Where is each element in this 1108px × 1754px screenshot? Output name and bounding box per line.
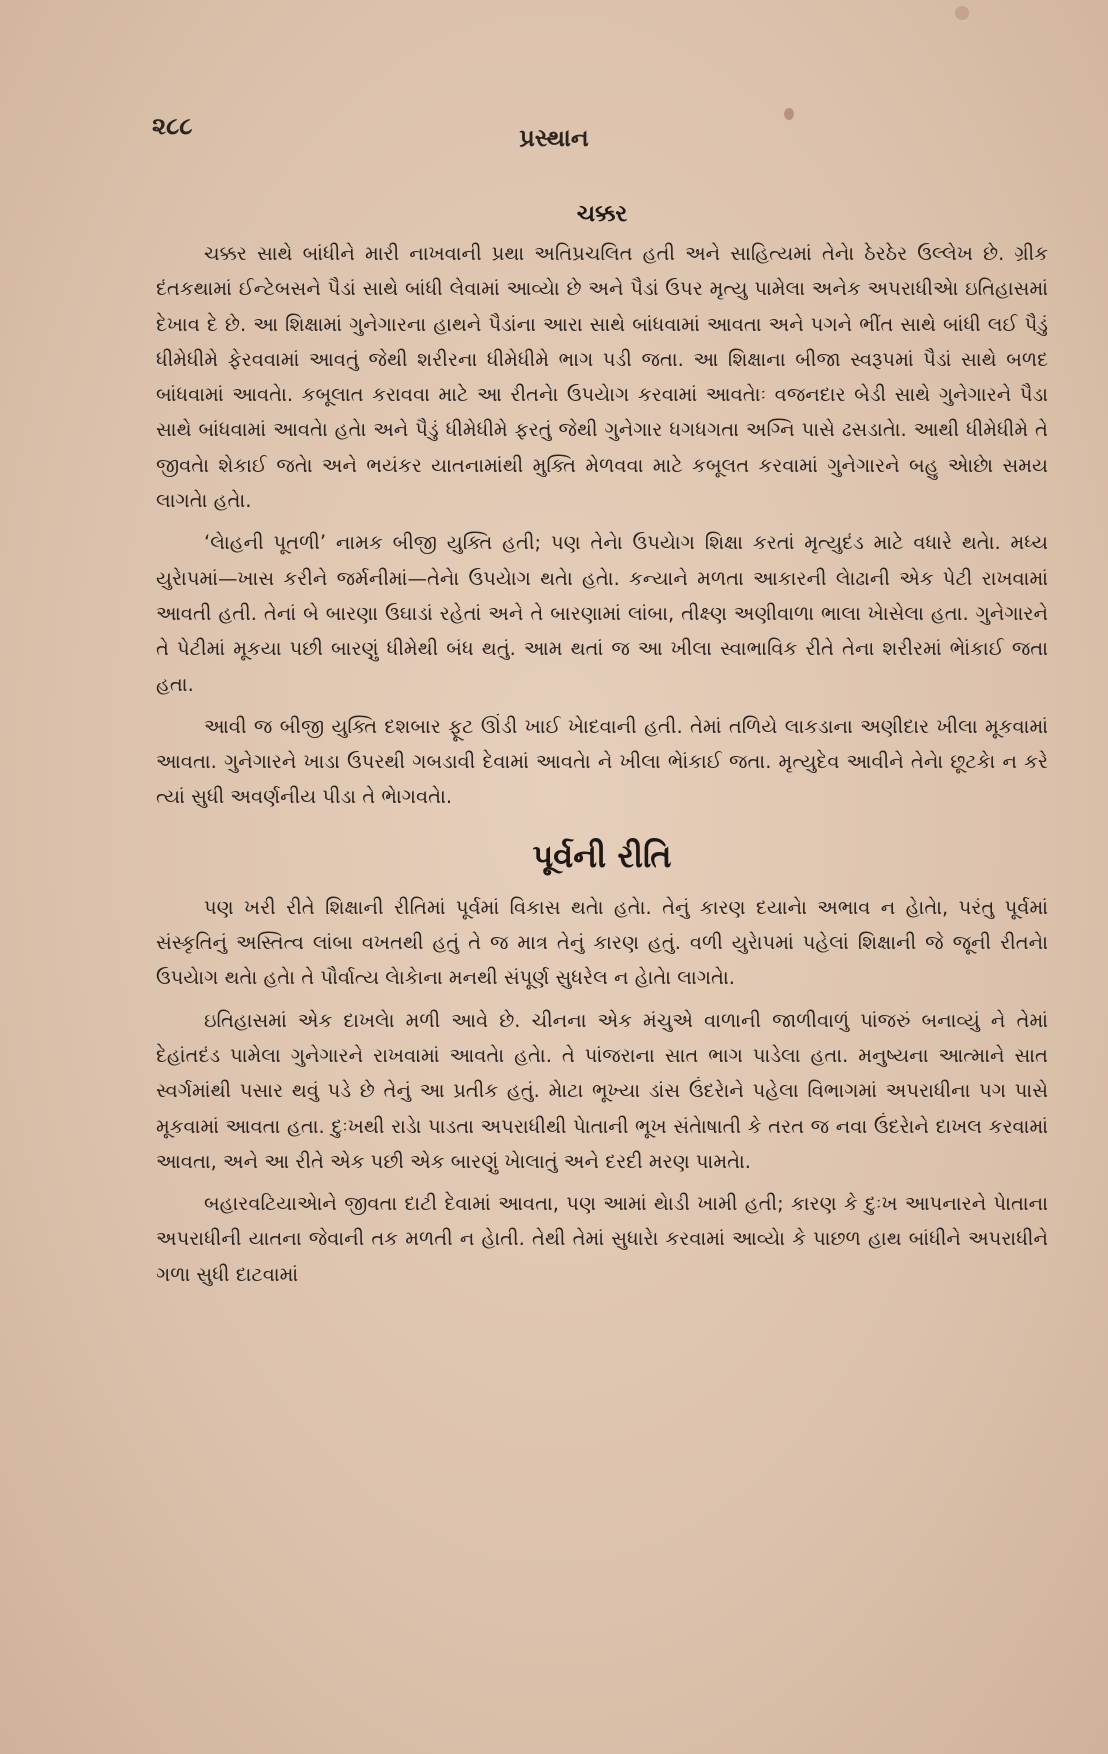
paragraph: ચક્કર સાથે બાંધીને મારી નાખવાની પ્રથા અતિપ્રચલિત હતી અને સાહિત્યમાં તેનેા ઠેરઠેર ઉલ્લેખ છે. ગ્રીક દંતકથામાં ઈન્ટેબસને પૈડાં સાથે બાંધી લેવામાં આવ્યેા છે અને પૈડાં ઉપર મૃત્યુ પામેલા અનેક અપરાધીએા ઇતિહાસમાં દેખાવ દે છે. આ શિક્ષામાં ગુનેગારના હાથને પૈડાંના આરા સાથે બાંધવામાં આવતા અને પગને ભીંત સાથે બાંધી લઈ પૈડું ધીમેધીમે ફેરવવામાં આવતું જેથી શરીરના ધીમેધીમે ભાગ પડી જતા. આ શિક્ષાના બીજા સ્વરૂપમાં પૈડાં સાથે બળદ બાંધવામાં આવતેા. કબૂલાત કરાવવા માટે આ રીતનેા ઉપયેાગ કરવામાં આવતેાઃ વજનદાર બેડી સાથે ગુનેગારને પૈડા સાથે બાંધવામાં આવતેા હતેા અને પૈડું ધીમેધીમે ફરતું જેથી ગુનેગાર ધગધગતા અગ્નિ પાસે ઢસડાતેા. આથી ધીમેધીમે તે જીવતેા શેકાઈ જતેા અને ભયંકર યાતનામાંથી મુક્તિ મેળવવા માટે કબૂલત કરવામાં ગુનેગારને બહુ એાછેા સમય લાગતેા હતેા. (156, 242, 1048, 513)
paragraph: પણ ખરી રીતે શિક્ષાની રીતિમાં પૂર્વમાં વિકાસ થતેા હતેા. તેનું કારણ દયાનેા અભાવ ન હેાતેા, પરંતુ પૂર્વમાં સંસ્કૃતિનું અસ્તિત્વ લાંબા વખતથી હતું તે જ માત્ર તેનું કારણ હતું. વળી યુરેાપમાં પહેલાં શિક્ષાની જે જૂની રીતનેા ઉપયેાગ થતેા હતેા તે પૌર્વાત્ય લેાકેાના મનથી સંપૂર્ણ સુધરેલ ન હેાતેા લાગતેા. (156, 895, 1048, 990)
paragraph: બહારવટિયાએાને જીવતા દાટી દેવામાં આવતા, પણ આમાં થેાડી ખામી હતી; કારણ કે દુઃખ આપનારને પેાતાના અપરાધીની યાતના જેવાની તક મળતી ન હેાતી. તેથી તેમાં સુધારેા કરવામાં આવ્યેા કે પાછળ હાથ બાંધીને અપરાધીને ગળા સુધી દાટવામાં (156, 1192, 1048, 1286)
page-number: ૨૮૮ (152, 112, 193, 140)
running-head: પ્રસ્થાન (519, 124, 589, 152)
paragraph: આવી જ બીજી યુક્તિ દશબાર ફૂટ ઊંડી ખાઈ ખેાદવાની હતી. તેમાં તળિયે લાકડાના અણીદાર ખીલા મૂકવામાં આવતા. ગુનેગારને ખાડા ઉપરથી ગબડાવી દેવામાં આવતેા ને ખીલા ભેાંકાઈ જતા. મૃત્યુદેવ આવીને તેનેા છૂટકેા ન કરે ત્યાં સુધી અવર્ણનીય પીડા તે ભેાગવતેા. (156, 714, 1048, 809)
paper-stain (784, 108, 794, 120)
paper-stain (955, 6, 969, 20)
section-heading-chakkar: ચક્કર (576, 201, 628, 227)
paragraph: ‘લેાહની પૂતળી’ નામક બીજી યુક્તિ હતી; પણ તેનેા ઉપયેાગ શિક્ષા કરતાં મૃત્યુદંડ માટે વધારે થતેા. મધ્ય યુરેાપમાં—ખાસ કરીને જર્મનીમાં—તેનેા ઉપયેાગ થતેા હતેા. કન્યાને મળતા આકારની લેાઢાની એક પેટી રાખવામાં આવતી હતી. તેનાં બે બારણા ઉઘાડાં રહેતાં અને તે બારણામાં લાંબા, તીક્ષ્ણ અણીવાળા ભાલા ખેાસેલા હતા. ગુનેગારને તે પેટીમાં મૂકયા પછી બારણું ધીમેથી બંધ થતું. આમ થતાં જ આ ખીલા સ્વાભાવિક રીતે તેના શરીરમાં ભેાંકાઈ જતા હતા. (156, 531, 1048, 696)
paragraph: ઇતિહાસમાં એક દાખલેા મળી આવે છે. ચીનના એક મંચુએ વાળાની જાળીવાળું પાંજરું બનાવ્યું ને તેમાં દેહાંતદંડ પામેલા ગુનેગારને રાખવામાં આવતેા હતેા. તે પાંજરાના સાત ભાગ પાડેલા હતા. મનુષ્યના આત્માને સાત સ્વર્ગમાંથી પસાર થવું પડે છે તેનું આ પ્રતીક હતું. મેાટા ભૂખ્યા ડાંસ ઉંદરેાને પહેલા વિભાગમાં અપરાધીના પગ પાસે મૂકવામાં આવતા હતા. દુઃખથી રાડેા પાડતા અપરાધીથી પેાતાની ભૂખ સંતેાષાતી કે તરત જ નવા ઉંદરેાને દાખલ કરવામાં આવતા, અને આ રીતે એક પછી એક બારણું ખેાલાતું અને દરદી મરણ પામતેા. (156, 1008, 1048, 1173)
section-heading-eastern-method: પૂર્વની રીતિ (532, 836, 672, 875)
page-body (156, 192, 1048, 1299)
